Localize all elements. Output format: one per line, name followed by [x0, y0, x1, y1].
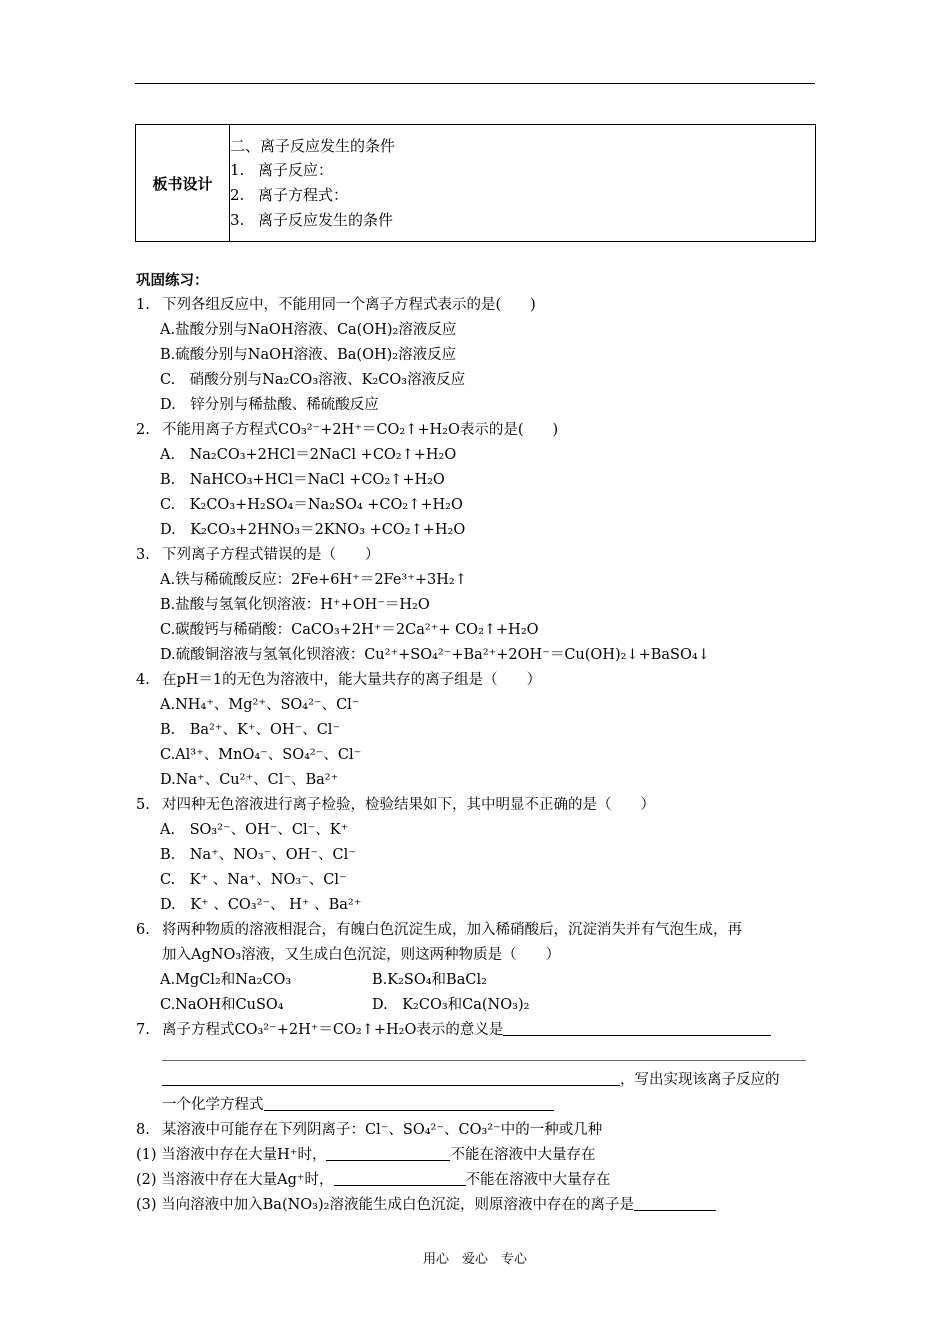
q7-equation-line: 一个化学方程式 [136, 1093, 826, 1118]
q6-option-b: B.K₂SO₄和BaCl₂ [372, 972, 487, 988]
q7-answer-blank-2[interactable] [162, 1045, 806, 1061]
q2-option-c: C. K₂CO₃+H₂SO₄＝Na₂SO₄ +CO₂↑+H₂O [160, 497, 463, 513]
q8-part-1-blank[interactable] [326, 1146, 450, 1161]
question-5: 5. 对四种无色溶液进行离子检验，检验结果如下，其中明显不正确的是（ ） [136, 797, 655, 813]
question-2: 2. 不能用离子方程式CO₃²⁻+2H⁺＝CO₂↑+H₂O表示的是( ) [136, 422, 559, 438]
q5-option-b: B. Na⁺、NO₃⁻、OH⁻、Cl⁻ [160, 847, 356, 863]
q8-part-2-blank[interactable] [334, 1171, 466, 1186]
q5-option-a: A. SO₃²⁻、OH⁻、Cl⁻、K⁺ [160, 822, 349, 838]
q7-answer-blank-1[interactable] [503, 1021, 771, 1036]
q5-option-d: D. K⁺ 、CO₃²⁻、 H⁺ 、Ba²⁺ [160, 897, 362, 913]
q6-option-a: A.MgCl₂和Na₂CO₃ [160, 972, 292, 988]
q5-option-c: C. K⁺ 、Na⁺、NO₃⁻、Cl⁻ [160, 872, 347, 888]
practice-heading: 巩固练习： [136, 272, 209, 289]
q6-options-ab [136, 968, 826, 993]
question-3: 3. 下列离子方程式错误的是（ ） [136, 547, 380, 563]
board-design-table [135, 124, 816, 242]
q4-option-b: B. Ba²⁺、K⁺、OH⁻、Cl⁻ [160, 722, 341, 738]
q2-option-b: B. NaHCO₃+HCl＝NaCl +CO₂↑+H₂O [160, 472, 445, 488]
q1-option-b: B.硫酸分别与NaOH溶液、Ba(OH)₂溶液反应 [160, 347, 457, 363]
q3-option-b: B.盐酸与氢氧化钡溶液：H⁺+OH⁻＝H₂O [160, 597, 430, 613]
q3-option-a: A.铁与稀硫酸反应：2Fe+6H⁺＝2Fe³⁺+3H₂↑ [160, 572, 467, 588]
practice-section [136, 268, 826, 1218]
q1-option-c: C. 硝酸分别与Na₂CO₃溶液、K₂CO₃溶液反应 [160, 372, 466, 388]
q8-part-1: (1) 当溶液中存在大量H⁺时， 不能在溶液中大量存在 [136, 1147, 596, 1163]
q4-option-a: A.NH₄⁺、Mg²⁺、SO₄²⁻、Cl⁻ [160, 697, 360, 713]
q4-option-c: C.Al³⁺、MnO₄⁻、SO₄²⁻、Cl⁻ [160, 747, 362, 763]
board-item: 1. 离子反应： [230, 161, 334, 180]
q1-option-a: A.盐酸分别与NaOH溶液、Ca(OH)₂溶液反应 [160, 322, 457, 338]
q2-option-a: A. Na₂CO₃+2HCl＝2NaCl +CO₂↑+H₂O [160, 447, 457, 463]
question-1: 1. 下列各组反应中，不能用同一个离子方程式表示的是( ) [136, 297, 536, 313]
q7-answer-line-2 [136, 1043, 826, 1068]
board-design-label: 板书设计 [136, 125, 230, 242]
board-title: 二、离子反应发生的条件 [230, 136, 396, 155]
board-design-content [230, 125, 816, 242]
q3-option-d: D.硫酸铜溶液与氢氧化钡溶液：Cu²⁺+SO₄²⁻+Ba²⁺+2OH⁻＝Cu(OH)₂↓+BaSO₄↓ [160, 647, 710, 663]
q1-option-d: D. 锌分别与稀盐酸、稀硫酸反应 [160, 397, 379, 413]
q6-option-d: D. K₂CO₃和Ca(NO₃)₂ [372, 997, 530, 1013]
q4-option-d: D.Na⁺、Cu²⁺、Cl⁻、Ba²⁺ [160, 772, 339, 788]
q6-option-c: C.NaOH和CuSO₄ [160, 997, 284, 1013]
header-rule [135, 83, 815, 84]
board-item: 3. 离子反应发生的条件 [230, 210, 394, 229]
question-7: 7. 离子方程式CO₃²⁻+2H⁺＝CO₂↑+H₂O表示的意义是 [136, 1018, 826, 1043]
q2-option-d: D. K₂CO₃+2HNO₃＝2KNO₃ +CO₂↑+H₂O [160, 522, 466, 538]
q8-part-3: (3) 当向溶液中加入Ba(NO₃)₂溶液能生成白色沉淀，则原溶液中存在的离子是 [136, 1193, 826, 1218]
question-6: 6. 将两种物质的溶液相混合，有魄白色沉淀生成，加入稀硝酸后，沉淀消失并有气泡生成，再 [136, 922, 742, 938]
question-8: 8. 某溶液中可能存在下列阴离子：Cl⁻、SO₄²⁻、CO₃²⁻中的一种或几种 [136, 1122, 603, 1138]
question-6-continued: 加入AgNO₃溶液，又生成白色沉淀，则这两种物质是（ ） [162, 947, 561, 963]
q8-part-3-blank[interactable] [634, 1196, 716, 1211]
page-footer: 用心 爱心 专心 [422, 1252, 527, 1267]
q7-equation-blank[interactable] [264, 1096, 554, 1111]
board-item: 2. 离子方程式： [230, 186, 349, 204]
q3-option-c: C.碳酸钙与稀硝酸：CaCO₃+2H⁺＝2Ca²⁺+ CO₂↑+H₂O [160, 622, 539, 638]
q8-part-2: (2) 当溶液中存在大量Ag⁺时， 不能在溶液中大量存在 [136, 1172, 611, 1188]
q7-answer-line-3: ，写出实现该离子反应的 [136, 1068, 826, 1093]
question-4: 4. 在pH＝1的无色为溶液中，能大量共存的离子组是（ ） [136, 672, 542, 688]
q7-answer-blank-3[interactable] [162, 1071, 620, 1086]
q6-options-cd [136, 993, 826, 1018]
